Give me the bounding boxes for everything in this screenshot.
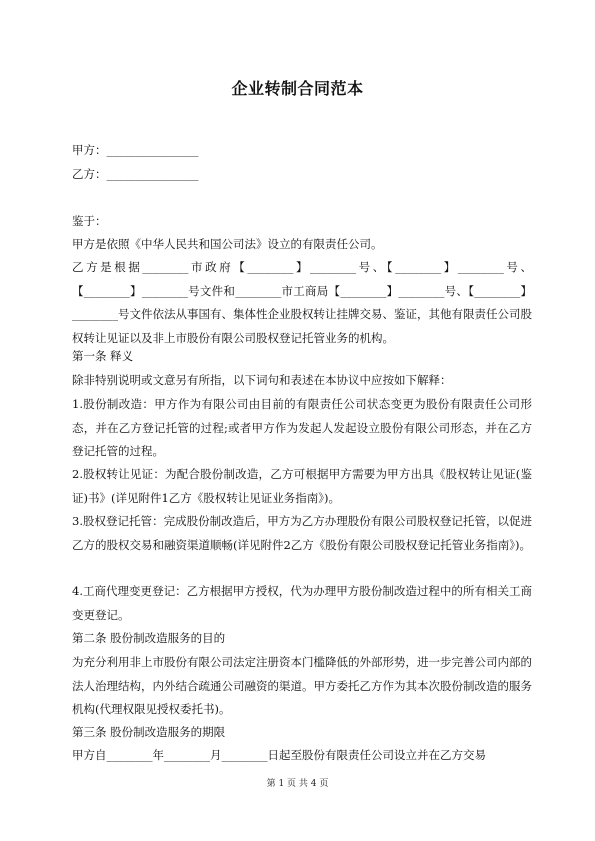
paragraph-party-b-description: 乙方是根据________市政府【________】________号、【________】________号、【________】________号文件和________市工商局【________】________号、【________】________号文件依法从事国有、集体性企业股权转让挂牌交易、鉴证，其他有限责任公司股权转让见证以及非上市股份有限公司股权登记托管业务的机构。 <box>72 260 532 345</box>
paragraph-article-2-purpose: 为充分利用非上市股份有限公司法定注册资本门槛降低的外部形势，进一步完善公司内部的法人治理结构，内外结合疏通公司融资的渠道。甲方委托乙方作为其本次股份制改造的服务机构(代理权限见授权委托书)。 <box>72 655 532 716</box>
document-title: 企业转制合同范本 <box>231 79 364 98</box>
definition-4-business-registration: 4.工商代理变更登记：乙方根据甲方授权，代为办理甲方股份制改造过程中的所有相关工商变更登记。 <box>72 584 532 622</box>
definition-1-shareholding-reform: 1.股份制改造：甲方作为有限公司由目前的有限责任公司状态变更为股份有限责任公司形态，并在乙方登记托管的过程;或者甲方作为发起人发起设立股份有限公司形态，并在乙方登记托管的过程。 <box>72 397 532 458</box>
party-b-line: 乙方：________________ <box>72 167 199 181</box>
article-1-heading: 第一条 释义 <box>72 349 134 363</box>
definition-3-custody-registration: 3.股权登记托管：完成股份制改造后，甲方为乙方办理股份有限公司股权登记托管，以促进乙方的股权交易和融资渠道顺畅(详见附件2乙方《股份有限公司股权登记托管业务指南》)。 <box>72 514 532 552</box>
paragraph-whereas: 鉴于： <box>72 214 107 228</box>
party-a-line: 甲方：________________ <box>72 143 199 157</box>
page-number-footer: 第 1 页 共 4 页 <box>266 779 329 789</box>
paragraph-article-3-term: 甲方自________年________月________日起至股份有限责任公司设立并在乙方交易 <box>72 748 486 762</box>
article-2-heading: 第二条 股份制改造服务的目的 <box>72 631 226 645</box>
definition-2-transfer-witness: 2.股权转让见证：为配合股份制改造，乙方可根据甲方需要为甲方出具《股权转让见证(鉴证)书》(详见附件1乙方《股权转让见证业务指南》)。 <box>72 467 532 505</box>
article-3-heading: 第三条 股份制改造服务的期限 <box>72 725 226 739</box>
paragraph-definitions-intro: 除非特别说明或文意另有所指，以下词句和表述在本协议中应按如下解释： <box>72 373 452 387</box>
paragraph-party-a-description: 甲方是依照《中华人民共和国公司法》设立的有限责任公司。 <box>72 237 383 251</box>
